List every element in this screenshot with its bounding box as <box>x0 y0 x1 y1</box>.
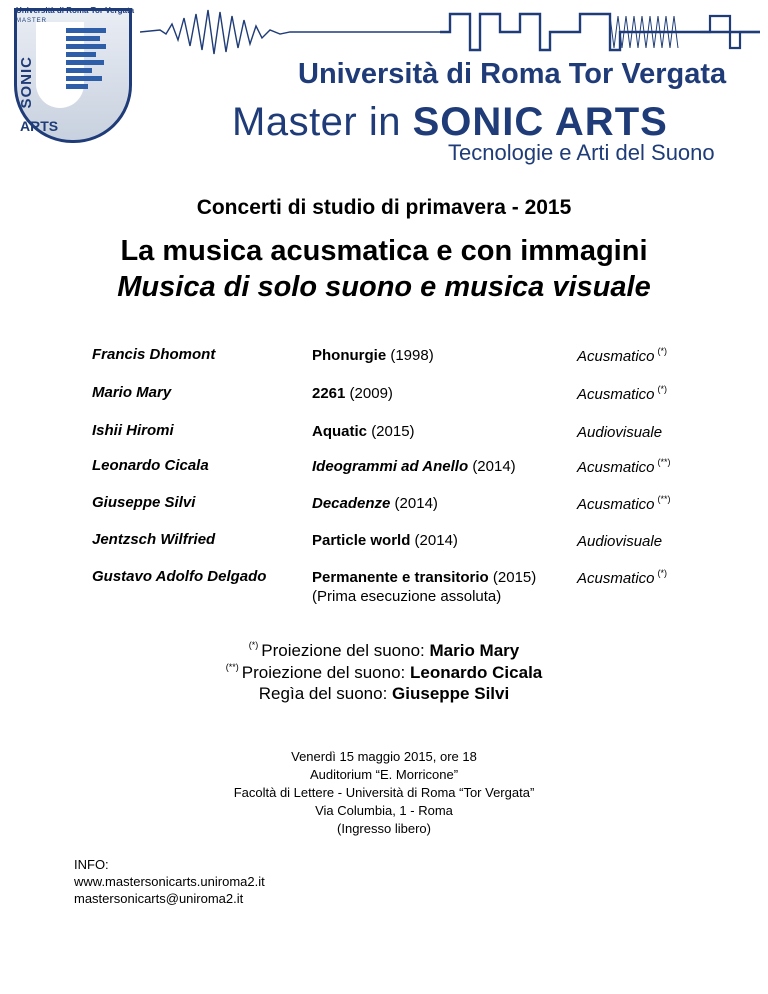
work-type-note: (*) <box>657 384 668 394</box>
work-type <box>577 384 667 403</box>
work-type <box>577 422 665 441</box>
work-type-note: (**) <box>657 457 671 467</box>
work-title: 2261 <box>312 385 346 402</box>
event-date: Venerdì 15 maggio 2015, ore 18 <box>291 749 477 764</box>
info-email-link[interactable]: mastersonicarts@uniroma2.it <box>74 891 244 906</box>
work-type-note: (*) <box>657 346 668 356</box>
event-faculty: Facoltà di Lettere - Università di Roma “Tor Vergata” <box>233 785 535 800</box>
work-type-label: Acusmatico <box>577 348 655 365</box>
work-entry <box>312 422 415 441</box>
work-type <box>577 531 665 550</box>
note-sound-direction <box>0 684 768 704</box>
event-entry: (Ingresso libero) <box>337 821 431 836</box>
main-title: La musica acusmatica e con immagini <box>120 235 648 267</box>
note-label: Proiezione del suono: <box>241 663 410 682</box>
work-type-label: Audiovisuale <box>577 533 663 550</box>
crest-arts-text: ARTS <box>20 118 59 134</box>
header-master-prefix: Master in <box>232 100 413 144</box>
note-person: Leonardo Cicala <box>409 663 543 682</box>
work-title: Ideogrammi ad Anello <box>312 458 469 475</box>
work-type <box>577 494 671 513</box>
work-year: (1998) <box>390 347 434 364</box>
work-type-label: Acusmatico <box>577 570 655 587</box>
crest-master-text: MASTER <box>16 18 48 24</box>
work-title: Particle world <box>312 532 411 549</box>
work-type-label: Audiovisuale <box>577 424 663 441</box>
season-title: Concerti di studio di primavera - 2015 <box>196 196 572 219</box>
note-sound-projection-1 <box>0 640 768 661</box>
note-person: Giuseppe Silvi <box>392 684 510 703</box>
work-year: (2015) <box>492 569 537 586</box>
info-label: INFO: <box>74 857 109 872</box>
work-year: (2014) <box>472 458 516 475</box>
work-title: Permanente e transitorio <box>312 569 489 586</box>
subtitle: Musica di solo suono e musica visuale <box>117 271 651 303</box>
crest-bars-graphic <box>66 28 108 92</box>
work-year: (2015) <box>371 423 415 440</box>
note-sound-projection-2 <box>0 662 768 683</box>
header-master-name: SONIC ARTS <box>412 100 668 144</box>
waveform-graphic <box>140 6 760 58</box>
work-type <box>577 568 667 587</box>
composer-name: Francis Dhomont <box>92 346 216 363</box>
header-university: Università di Roma Tor Vergata <box>298 58 727 90</box>
info-website-link[interactable]: www.mastersonicarts.uniroma2.it <box>74 874 265 889</box>
work-extra-note: (Prima esecuzione assoluta) <box>312 588 502 605</box>
event-address: Via Columbia, 1 - Roma <box>315 803 453 818</box>
composer-name: Leonardo Cicala <box>92 457 209 474</box>
work-type-label: Acusmatico <box>577 386 655 403</box>
work-type-note: (**) <box>657 494 671 504</box>
work-type-label: Acusmatico <box>577 496 655 513</box>
header-tagline: Tecnologie e Arti del Suono <box>448 140 715 165</box>
note-label: Regìa del suono: <box>258 684 393 703</box>
info-block <box>74 856 265 907</box>
note-mark: (**) <box>225 662 239 672</box>
crest-university-text: Università di Roma Tor Vergata <box>16 6 135 15</box>
composer-name: Gustavo Adolfo Delgado <box>92 568 267 585</box>
work-year: (2009) <box>349 385 393 402</box>
note-mark: (*) <box>248 640 259 650</box>
header-master-title <box>232 100 668 145</box>
header-banner <box>0 0 768 175</box>
composer-name: Giuseppe Silvi <box>92 494 196 511</box>
work-type <box>577 346 667 365</box>
work-type-note: (*) <box>657 568 668 578</box>
event-venue: Auditorium “E. Morricone” <box>309 767 459 782</box>
work-entry <box>312 494 438 513</box>
work-entry <box>312 346 434 365</box>
work-entry <box>312 384 393 403</box>
work-entry <box>312 457 516 476</box>
work-entry <box>312 568 536 606</box>
work-title: Decadenze <box>312 495 391 512</box>
work-year: (2014) <box>394 495 438 512</box>
crest-sonic-text: SONIC <box>18 56 35 109</box>
work-type <box>577 457 671 476</box>
work-type-label: Acusmatico <box>577 459 655 476</box>
work-year: (2014) <box>414 532 458 549</box>
composer-name: Ishii Hiromi <box>92 422 174 439</box>
work-entry <box>312 531 458 550</box>
composer-name: Jentzsch Wilfried <box>92 531 216 548</box>
composer-name: Mario Mary <box>92 384 172 401</box>
note-person: Mario Mary <box>429 641 520 660</box>
note-label: Proiezione del suono: <box>261 641 430 660</box>
work-title: Aquatic <box>312 423 368 440</box>
event-details <box>0 748 768 838</box>
work-title: Phonurgie <box>312 347 387 364</box>
